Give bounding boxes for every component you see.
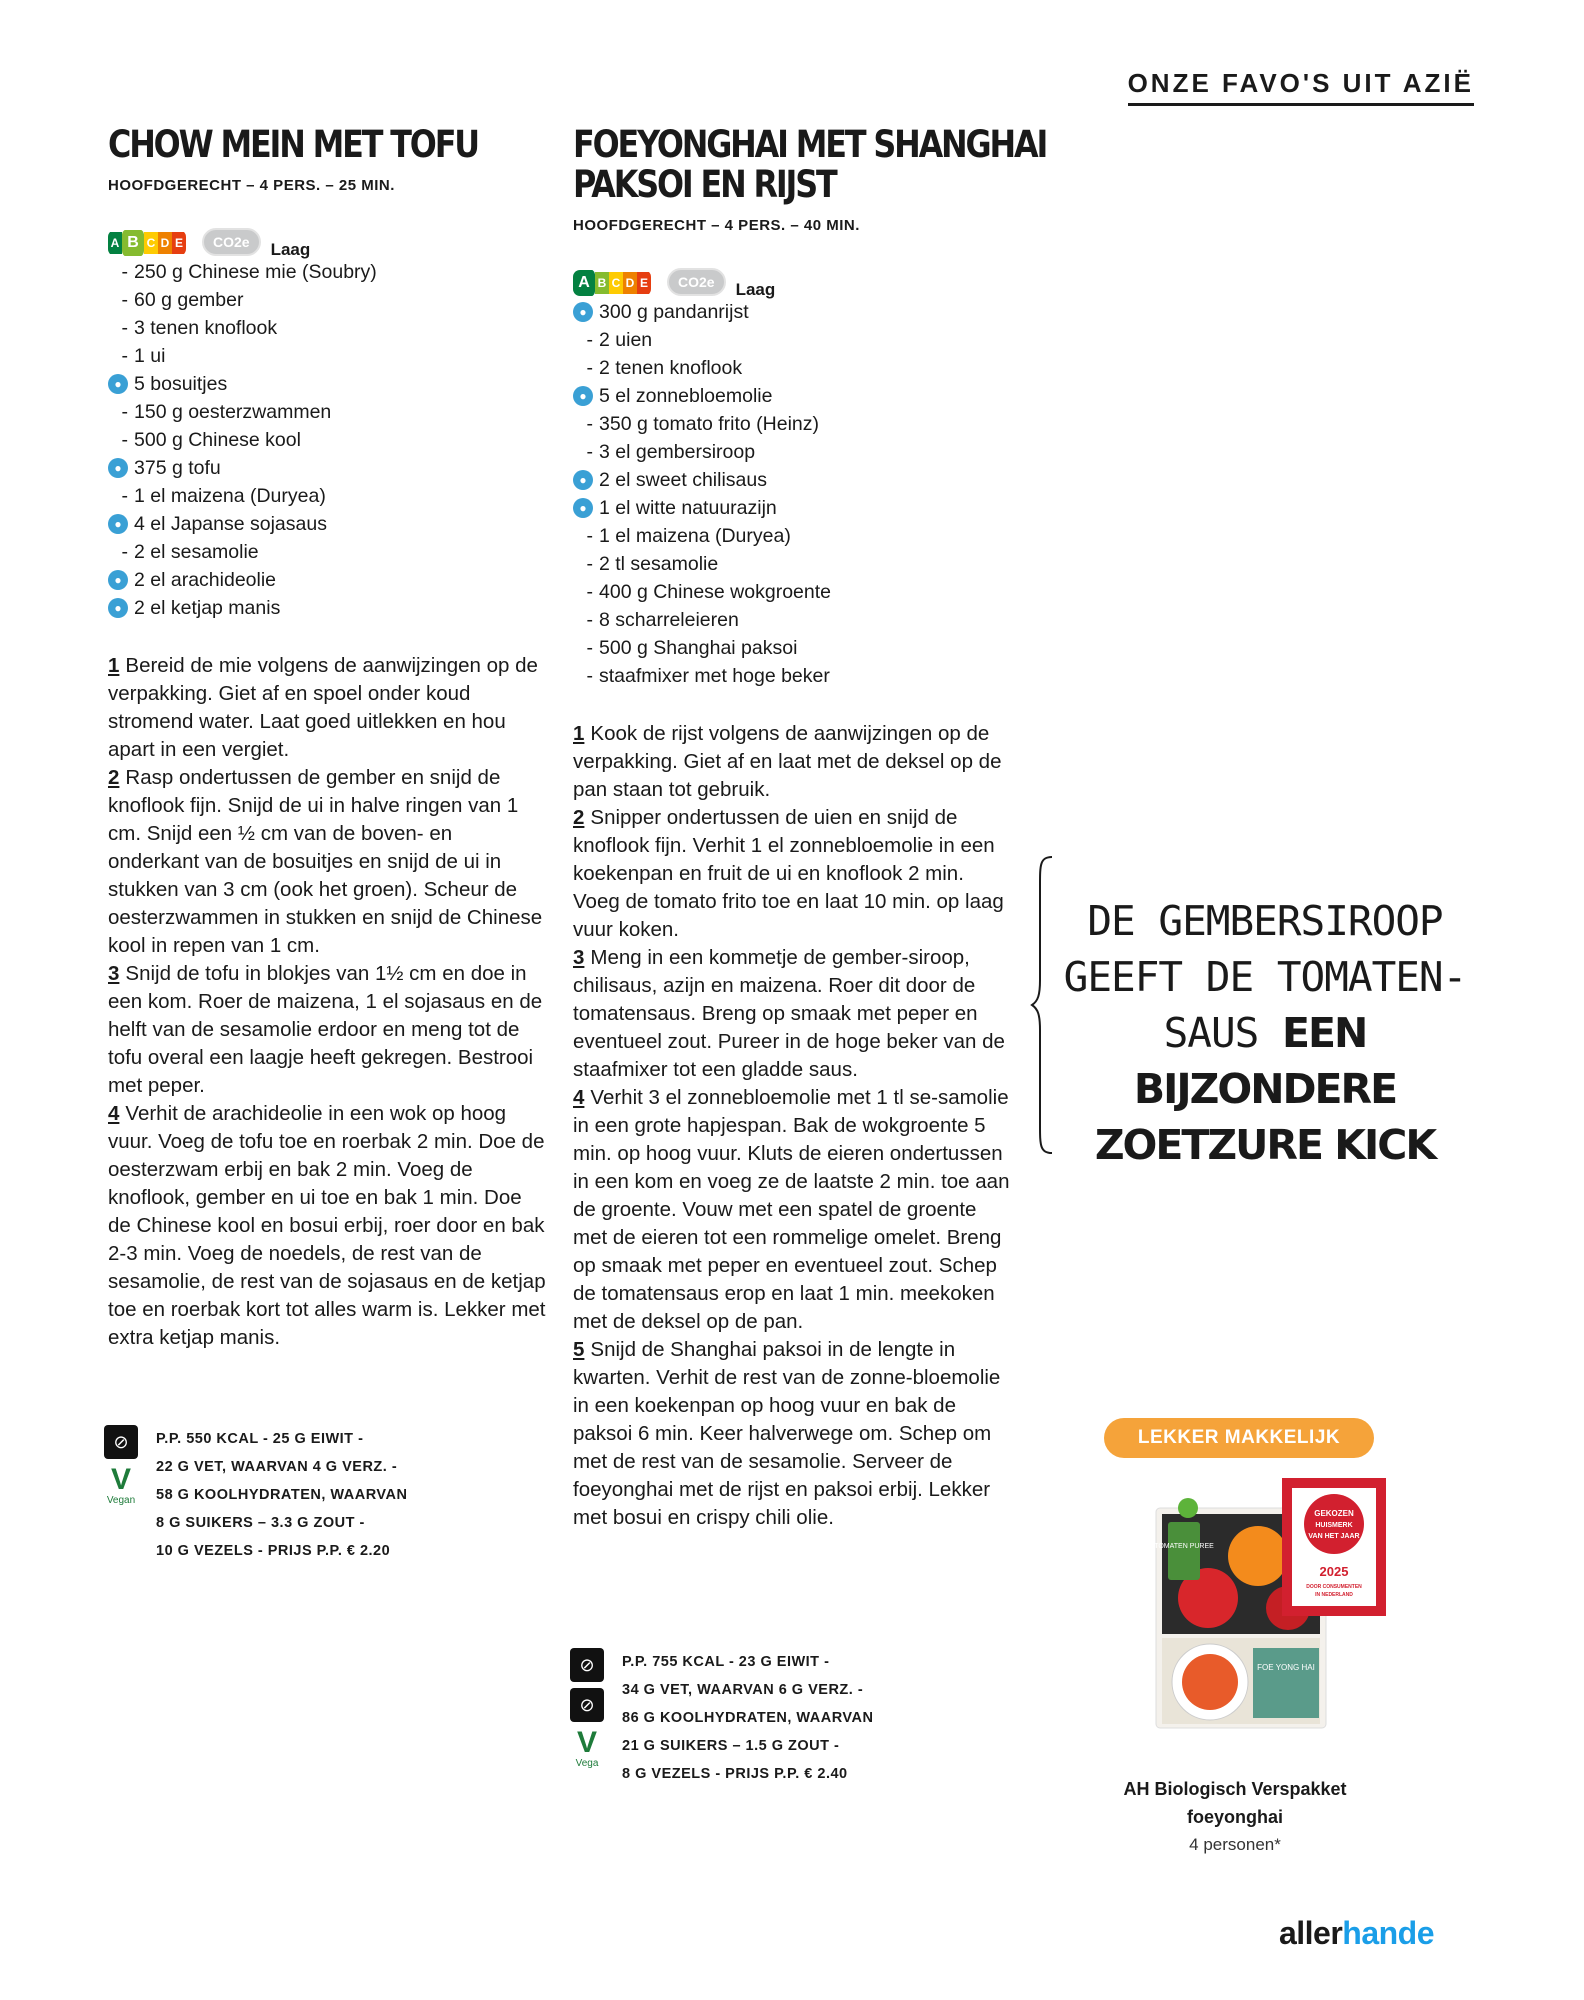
ingredient-item: - 1 el maizena (Duryea): [573, 522, 1013, 550]
recipe-meta: HOOFDGERECHT – 4 PERS. – 25 MIN.: [108, 177, 395, 194]
step-number: 4: [108, 1102, 120, 1125]
ingredient-item: - 8 scharreleieren: [573, 606, 1013, 634]
ingredient-item: - 250 g Chinese mie (Soubry): [108, 258, 548, 286]
vega-icon: V Vega: [575, 1726, 599, 1769]
co2-score: [667, 268, 776, 299]
dash-icon: -: [586, 441, 593, 463]
step-number: 2: [573, 806, 585, 829]
dash-icon: -: [121, 401, 128, 423]
nutri-score: [108, 230, 186, 256]
step-number: 3: [108, 962, 120, 985]
dash-icon: -: [586, 525, 593, 547]
nutri-score: [573, 270, 651, 296]
water-drop-icon: ●: [573, 386, 593, 406]
step-text: Snipper ondertussen de uien en snijd de knoflook fijn. Verhit 1 el zonnebloemolie in een koekenpan en fruit de ui en knoflook 2 min. Voeg de tomato frito toe en laat 10 min. op laag vuur koken.: [573, 806, 1004, 941]
nutri-score-a: A: [573, 270, 595, 296]
ingredient-item: - 3 tenen knoflook: [108, 314, 548, 342]
ingredient-item: - 2 tl sesamolie: [573, 550, 1013, 578]
recipe-steps: [108, 652, 548, 1352]
ingredient-list: [108, 258, 548, 622]
nutrition-info: [104, 1425, 407, 1565]
step-text: Kook de rijst volgens de aanwijzingen op de verpakking. Giet af en laat met de deksel op de pan staan tot gebruik.: [573, 722, 1002, 801]
nutrition-text: P.P. 550 KCAL - 25 G EIWIT - 22 G VET, WAARVAN 4 G VERZ. - 58 G KOOLHYDRATEN, WAARVAN 8 G SUIKERS – 3.3 G ZOUT - 10 G VEZELS - PRIJS P.P. € 2.20: [156, 1431, 408, 1559]
dash-icon: -: [121, 485, 128, 507]
badge-line: DOOR CONSUMENTEN: [1306, 1584, 1362, 1590]
nutrition-info: [570, 1648, 873, 1788]
diet-icons: [104, 1425, 156, 1565]
ingredient-item: ● 2 el arachideolie: [108, 566, 548, 594]
no-gluten-icon: ⊘: [570, 1648, 604, 1682]
no-lactose-icon: ⊘: [104, 1425, 138, 1459]
nutri-score-b: B: [122, 230, 144, 256]
ingredient-item: - 500 g Chinese kool: [108, 426, 548, 454]
nutrition-text: P.P. 755 KCAL - 23 G EIWIT - 34 G VET, WAARVAN 6 G VERZ. - 86 G KOOLHYDRATEN, WAARVAN 21 G SUIKERS – 1.5 G ZOUT - 8 G VEZELS - PRIJS P.P. € 2.40: [622, 1654, 874, 1782]
nutri-score-d: D: [623, 272, 637, 294]
dash-icon: -: [586, 609, 593, 631]
no-lactose-icon: ⊘: [570, 1688, 604, 1722]
pull-quote: DE GEMBERSIROOP GEEFT DE TOMATEN- SAUS EEN BIJZONDERE ZOETZURE KICK: [1063, 897, 1467, 1169]
section-title: ONZE FAVO'S UIT AZIË: [1128, 68, 1474, 106]
ingredient-item: ● 5 bosuitjes: [108, 370, 548, 398]
step-text: Meng in een kommetje de gember-siroop, chilisaus, azijn en maizena. Roer dit door de tomatensaus. Breng op smaak met peper en eventueel zout. Pureer in de hoge beker van de staafmixer tot een gladde saus.: [573, 946, 1005, 1081]
step-number: 4: [573, 1086, 585, 1109]
vegan-icon: V Vegan: [106, 1463, 136, 1506]
ingredient-item: - staafmixer met hoge beker: [573, 662, 1013, 690]
recipe-foeyonghai: [573, 123, 1047, 1532]
dash-icon: -: [586, 413, 593, 435]
co2-score: [202, 228, 311, 259]
ingredient-item: ● 2 el ketjap manis: [108, 594, 548, 622]
ingredient-item: ● 300 g pandanrijst: [573, 298, 1013, 326]
ingredient-item: ● 4 el Japanse sojasaus: [108, 510, 548, 538]
recipe-title: FOEYONGHAI MET SHANGHAI PAKSOI EN RIJST: [573, 123, 1047, 206]
badge-line: VAN HET JAAR: [1308, 1533, 1360, 1540]
puree-label: TOMATEN PUREE: [1154, 1543, 1214, 1550]
water-drop-icon: ●: [573, 470, 593, 490]
water-drop-icon: ●: [108, 570, 128, 590]
co2-cloud-icon: CO2e: [667, 268, 726, 296]
water-drop-icon: ●: [108, 514, 128, 534]
vegan-label: Vegan: [106, 1495, 136, 1506]
product-image: [1148, 1478, 1388, 1748]
dash-icon: -: [121, 317, 128, 339]
badge-line: GEKOZEN: [1314, 1509, 1354, 1518]
nutri-score-b: B: [595, 272, 609, 294]
step-number: 1: [573, 722, 585, 745]
product-name: foeyonghai: [1186, 1807, 1283, 1827]
ingredient-item: ● 1 el witte natuurazijn: [573, 494, 1013, 522]
water-drop-icon: ●: [108, 598, 128, 618]
ingredient-item: - 400 g Chinese wokgroente: [573, 578, 1013, 606]
vega-label: Vega: [575, 1758, 599, 1769]
step-text: Rasp ondertussen de gember en snijd de knoflook fijn. Snijd de ui in halve ringen van 1 cm. Snijd een ½ cm van de boven- en onderkant van de bosuitjes en snijd de ui in stukken van 3 cm (ook het groen). Scheur de oesterzwammen in stukken en snijd de Chinese kool in repen van 1 cm.: [108, 766, 543, 957]
step-number: 2: [108, 766, 120, 789]
badge-line: IN NEDERLAND: [1315, 1592, 1353, 1598]
ingredient-item: - 350 g tomato frito (Heinz): [573, 410, 1013, 438]
dash-icon: -: [121, 541, 128, 563]
recipe-meta: HOOFDGERECHT – 4 PERS. – 40 MIN.: [573, 217, 860, 234]
step-text: Verhit 3 el zonnebloemolie met 1 tl se-samolie in een grote hapjespan. Bak de wokgroente 5 min. op hoog vuur. Kluts de eieren ondertussen in een kom en voeg ze de laatste 2 min. toe aan de groente. Vouw met een spatel de groente met de eieren tot een rommelige omelet. Breng op smaak met peper en eventueel zout. Schep de tomatensaus erop en laat 1 min. meekoken met de deksel op de pan.: [573, 1086, 1010, 1333]
dash-icon: -: [121, 289, 128, 311]
nutri-score-d: D: [158, 232, 172, 254]
ingredient-item: - 60 g gember: [108, 286, 548, 314]
nutri-score-e: E: [172, 232, 186, 254]
nutri-score-a: A: [108, 232, 122, 254]
co2-label: Laag: [270, 240, 311, 259]
score-row: [573, 260, 1013, 299]
ingredient-item: - 1 ui: [108, 342, 548, 370]
score-row: [108, 220, 548, 259]
step-number: 1: [108, 654, 120, 677]
step-number: 5: [573, 1338, 585, 1361]
recipe-chow-mein: [108, 125, 548, 1352]
dash-icon: -: [586, 637, 593, 659]
dash-icon: -: [121, 345, 128, 367]
dash-icon: -: [586, 553, 593, 575]
ingredient-item: - 150 g oesterzwammen: [108, 398, 548, 426]
badge-line: HUISMERK: [1315, 1522, 1353, 1529]
ingredient-item: - 2 uien: [573, 326, 1013, 354]
product-caption: [1090, 1775, 1380, 1859]
co2-label: Laag: [735, 280, 776, 299]
promo-pill: LEKKER MAKKELIJK: [1104, 1418, 1374, 1458]
product-sub: 4 personen*: [1189, 1835, 1281, 1854]
water-drop-icon: ●: [573, 302, 593, 322]
ingredient-item: - 1 el maizena (Duryea): [108, 482, 548, 510]
dash-icon: -: [586, 329, 593, 351]
nutri-score-c: C: [144, 232, 158, 254]
diet-icons: [570, 1648, 622, 1788]
recipe-steps: [573, 720, 1013, 1532]
dash-icon: -: [121, 429, 128, 451]
water-drop-icon: ●: [108, 374, 128, 394]
brand-logo: allerhande: [1278, 1915, 1434, 1951]
product-name: AH Biologisch Verspakket: [1123, 1779, 1347, 1799]
step-text: Verhit de arachideolie in een wok op hoog vuur. Voeg de tofu toe en roerbak 2 min. Doe de oesterzwam erbij en bak 2 min. Voeg de knoflook, gember en ui toe en bak 1 min. Doe de Chinese kool en bosui erbij, roer door en bak 2-3 min. Voeg de noedels, de rest van de sesamolie, de rest van de sojasaus en de ketjap toe en roerbak kort tot alles warm is. Lekker met extra ketjap manis.: [108, 1102, 546, 1349]
ingredient-list: [573, 298, 1013, 690]
step-text: Bereid de mie volgens de aanwijzingen op de verpakking. Giet af en spoel onder koud stromend water. Laat goed uitlekken en hou apart in een vergiet.: [108, 654, 538, 761]
ingredient-item: - 3 el gembersiroop: [573, 438, 1013, 466]
recipe-title: CHOW MEIN MET TOFU: [108, 123, 478, 166]
dash-icon: -: [586, 581, 593, 603]
nutri-score-c: C: [609, 272, 623, 294]
dash-icon: -: [586, 357, 593, 379]
co2-cloud-icon: CO2e: [202, 228, 261, 256]
ingredient-item: - 500 g Shanghai paksoi: [573, 634, 1013, 662]
water-drop-icon: ●: [573, 498, 593, 518]
ingredient-item: ● 5 el zonnebloemolie: [573, 382, 1013, 410]
step-number: 3: [573, 946, 585, 969]
step-text: Snijd de Shanghai paksoi in de lengte in kwarten. Verhit de rest van de zonne-bloemolie in een koekenpan op hoog vuur en bak de paksoi 6 min. Keer halverwege om. Schep om met de rest van de sesamolie. Serveer de foeyonghai met de rijst en paksoi erbij. Lekker met bosui en crispy chili olie.: [573, 1338, 1001, 1529]
quote-bracket-icon: [1030, 855, 1060, 1155]
ingredient-item: - 2 tenen knoflook: [573, 354, 1013, 382]
nutri-score-e: E: [637, 272, 651, 294]
dash-icon: -: [586, 665, 593, 687]
ingredient-item: ● 375 g tofu: [108, 454, 548, 482]
pack-label: FOE YONG HAI: [1257, 1663, 1315, 1672]
ingredient-item: ● 2 el sweet chilisaus: [573, 466, 1013, 494]
water-drop-icon: ●: [108, 458, 128, 478]
badge-year: 2025: [1319, 1564, 1349, 1579]
step-text: Snijd de tofu in blokjes van 1½ cm en doe in een kom. Roer de maizena, 1 el sojasaus en de helft van de sesamolie erdoor en meng tot de tofu overal een laagje heeft gekregen. Bestrooi met peper.: [108, 962, 543, 1097]
ingredient-item: - 2 el sesamolie: [108, 538, 548, 566]
dash-icon: -: [121, 261, 128, 283]
